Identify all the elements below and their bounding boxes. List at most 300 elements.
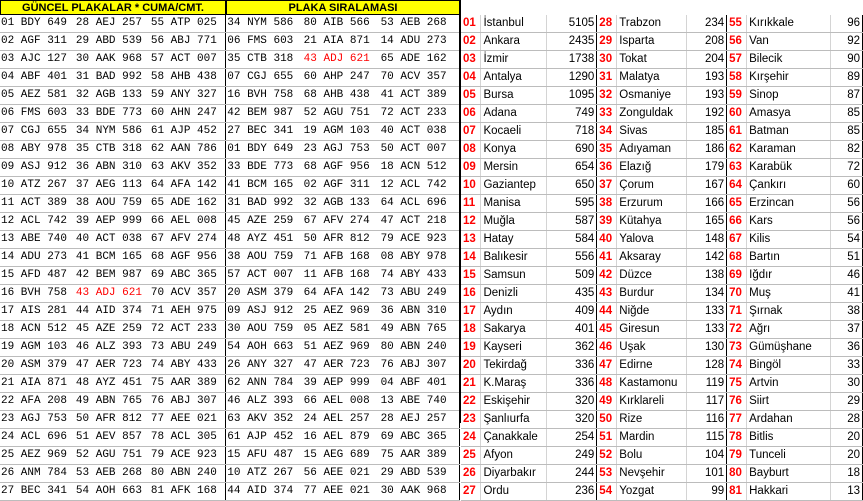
plate-count: 320 (547, 411, 597, 429)
plate-code: 76 (727, 393, 747, 411)
plate-code: 29 (597, 33, 617, 51)
plate-cell: 68 AGF 956 (303, 159, 380, 177)
ranking-row (461, 285, 863, 303)
plate-cell: 15 AFU 487 (226, 447, 303, 465)
plate-code: 54 (597, 483, 617, 501)
city-name: Isparta (617, 33, 687, 51)
plate-count: 1738 (547, 51, 597, 69)
plate-count: 5105 (547, 15, 597, 33)
plate-cell: 01 BDY 649 (226, 141, 303, 159)
ranking-row (461, 231, 863, 249)
plate-cell: 69 ABC 365 (380, 429, 460, 447)
plate-cell: 39 AEP 999 (75, 213, 150, 231)
plate-code: 55 (727, 15, 747, 33)
plate-cell: 75 AAR 389 (150, 375, 226, 393)
plate-ranking-panel (461, 0, 863, 497)
city-name: Gümüşhane (747, 339, 831, 357)
plate-code: 43 (597, 285, 617, 303)
plate-count: 46 (831, 267, 863, 285)
plate-cell: 15 AFD 487 (0, 267, 75, 285)
plate-cell: 33 BDE 773 (226, 159, 303, 177)
plate-count: 116 (687, 411, 727, 429)
plate-cell: 70 ACV 357 (380, 69, 460, 87)
plate-count: 185 (687, 123, 727, 141)
city-name: Ankara (481, 33, 547, 51)
plate-count: 101 (687, 465, 727, 483)
plate-cell: 23 AGJ 753 (303, 141, 380, 159)
plate-code: 63 (727, 159, 747, 177)
plate-count: 60 (831, 177, 863, 195)
plate-code: 20 (461, 357, 481, 375)
plate-cell: 74 ABY 433 (150, 357, 226, 375)
plate-code: 49 (597, 393, 617, 411)
plate-count: 119 (687, 375, 727, 393)
plate-row (0, 429, 460, 447)
plate-code: 02 (461, 33, 481, 51)
plate-cell: 28 AEJ 257 (380, 411, 460, 429)
plate-cell: 22 AFA 208 (0, 393, 75, 411)
city-name: Muğla (481, 213, 547, 231)
plate-cell: 52 AGU 751 (303, 105, 380, 123)
current-plates-grid (0, 15, 460, 501)
plate-cell: 07 CGJ 655 (226, 69, 303, 87)
plate-code: 37 (597, 177, 617, 195)
plate-count: 249 (547, 447, 597, 465)
plate-row (0, 105, 460, 123)
plate-count: 133 (687, 321, 727, 339)
plate-cell: 29 ABD 539 (380, 465, 460, 483)
plate-cell: 20 ASM 379 (226, 285, 303, 303)
plate-code: 18 (461, 321, 481, 339)
plate-code: 17 (461, 303, 481, 321)
ranking-row (461, 429, 863, 447)
plate-cell: 41 BCM 165 (75, 249, 150, 267)
plate-count: 54 (831, 231, 863, 249)
city-name: Sakarya (481, 321, 547, 339)
plate-count: 82 (831, 141, 863, 159)
plate-count: 29 (831, 393, 863, 411)
plate-count: 41 (831, 285, 863, 303)
plate-cell: 69 ABC 365 (150, 267, 226, 285)
plate-code: 52 (597, 447, 617, 465)
plate-cell: 79 ACE 923 (380, 231, 460, 249)
ranking-row (461, 123, 863, 141)
city-name: Tunceli (747, 447, 831, 465)
ranking-row (461, 177, 863, 195)
plate-code: 30 (597, 51, 617, 69)
plate-cell: 45 AZE 259 (226, 213, 303, 231)
plate-count: 336 (547, 357, 597, 375)
plate-count: 87 (831, 87, 863, 105)
plate-cell: 14 ADU 273 (0, 249, 75, 267)
current-plates-header: GÜNCEL PLAKALAR * CUMA/CMT. (0, 0, 226, 15)
plate-cell: 43 ADJ 621 (303, 51, 380, 69)
plate-code: 22 (461, 393, 481, 411)
plate-count: 167 (687, 177, 727, 195)
plate-cell: 13 ABE 740 (380, 393, 460, 411)
city-name: Yozgat (617, 483, 687, 501)
plate-cell: 77 AEE 021 (303, 483, 380, 501)
plate-cell: 63 AKV 352 (150, 159, 226, 177)
plate-code: 58 (727, 69, 747, 87)
plate-cell: 41 BCM 165 (226, 177, 303, 195)
city-name: Hakkari (747, 483, 831, 501)
plate-cell: 05 AEZ 581 (303, 321, 380, 339)
plate-cell: 31 BAD 992 (75, 69, 150, 87)
plate-cell: 42 BEM 987 (75, 267, 150, 285)
plate-count: 2435 (547, 33, 597, 51)
plate-cell: 51 AEZ 969 (303, 339, 380, 357)
plate-code: 16 (461, 285, 481, 303)
plate-count: 142 (687, 249, 727, 267)
plate-code: 69 (727, 267, 747, 285)
plate-row (0, 159, 460, 177)
city-name: Antalya (481, 69, 547, 87)
plate-row (0, 249, 460, 267)
plate-code: 77 (727, 411, 747, 429)
plate-code: 80 (727, 465, 747, 483)
plate-cell: 20 ASM 379 (0, 357, 75, 375)
city-name: Ordu (481, 483, 547, 501)
ranking-row (461, 159, 863, 177)
plate-cell: 68 AGF 956 (150, 249, 226, 267)
plate-row (0, 447, 460, 465)
plate-count: 104 (687, 447, 727, 465)
plate-row (0, 15, 460, 33)
plate-count: 115 (687, 429, 727, 447)
plate-cell: 26 ANY 327 (226, 357, 303, 375)
plate-cell: 12 ACL 742 (0, 213, 75, 231)
plate-cell: 29 ABD 539 (75, 33, 150, 51)
city-name: Gaziantep (481, 177, 547, 195)
plate-cell: 04 ABF 401 (0, 69, 75, 87)
plate-cell: 64 AFA 142 (303, 285, 380, 303)
plate-cell: 68 AHB 438 (303, 87, 380, 105)
plate-cell: 32 AGB 133 (75, 87, 150, 105)
plate-cell: 50 AFR 812 (303, 231, 380, 249)
plate-cell: 07 CGJ 655 (0, 123, 75, 141)
plate-cell: 53 AEB 268 (75, 465, 150, 483)
plate-code: 23 (461, 411, 481, 429)
city-name: Elazığ (617, 159, 687, 177)
plate-cell: 35 CTB 318 (75, 141, 150, 159)
plate-count: 179 (687, 159, 727, 177)
plate-count: 20 (831, 429, 863, 447)
city-name: Sivas (617, 123, 687, 141)
plate-count: 208 (687, 33, 727, 51)
plate-cell: 40 ACT 038 (75, 231, 150, 249)
plate-cell: 76 ABJ 307 (380, 357, 460, 375)
plate-cell: 80 AIB 566 (303, 15, 380, 33)
plate-count: 193 (687, 87, 727, 105)
city-name: K.Maraş (481, 375, 547, 393)
plate-code: 47 (597, 357, 617, 375)
plate-cell: 04 ABF 401 (380, 375, 460, 393)
plate-code: 15 (461, 267, 481, 285)
plate-code: 34 (597, 123, 617, 141)
plate-cell: 15 AEG 689 (303, 447, 380, 465)
plate-cell: 30 AAK 968 (75, 51, 150, 69)
plate-cell: 37 AEG 113 (75, 177, 150, 195)
city-name: İstanbul (481, 15, 547, 33)
city-name: Bilecik (747, 51, 831, 69)
plate-cell: 16 BVH 758 (0, 285, 75, 303)
city-name: Çankırı (747, 177, 831, 195)
plate-code: 44 (597, 303, 617, 321)
plate-cell: 64 ACL 696 (380, 195, 460, 213)
plate-count: 85 (831, 123, 863, 141)
plate-cell: 06 FMS 603 (226, 33, 303, 51)
plate-count: 186 (687, 141, 727, 159)
city-name: Malatya (617, 69, 687, 87)
plate-cell: 57 ACT 007 (226, 267, 303, 285)
plate-code: 78 (727, 429, 747, 447)
plate-count: 56 (831, 195, 863, 213)
city-name: Siirt (747, 393, 831, 411)
plate-count: 193 (687, 69, 727, 87)
city-name: Mardin (617, 429, 687, 447)
plate-count: 204 (687, 51, 727, 69)
plate-count: 409 (547, 303, 597, 321)
city-name: Van (747, 33, 831, 51)
plate-cell: 58 AHB 438 (150, 69, 226, 87)
plate-count: 236 (547, 483, 597, 501)
plate-count: 85 (831, 105, 863, 123)
plate-code: 79 (727, 447, 747, 465)
plate-count: 99 (687, 483, 727, 501)
ranking-row (461, 213, 863, 231)
plate-cell: 12 ACL 742 (380, 177, 460, 195)
plate-cell: 16 AEL 879 (303, 429, 380, 447)
plate-cell: 17 AIS 281 (0, 303, 75, 321)
city-name: Kırşehir (747, 69, 831, 87)
city-name: Tekirdağ (481, 357, 547, 375)
plate-cell: 26 ANM 784 (0, 465, 75, 483)
plate-count: 244 (547, 465, 597, 483)
plate-count: 401 (547, 321, 597, 339)
plate-cell: 56 ABJ 771 (150, 33, 226, 51)
ranking-row (461, 483, 863, 501)
plate-cell: 45 AZE 259 (75, 321, 150, 339)
plate-code: 25 (461, 447, 481, 465)
city-name: Sinop (747, 87, 831, 105)
plate-code: 26 (461, 465, 481, 483)
plate-count: 13 (831, 483, 863, 501)
plate-count: 654 (547, 159, 597, 177)
plate-code: 74 (727, 357, 747, 375)
plate-count: 128 (687, 357, 727, 375)
plate-code: 45 (597, 321, 617, 339)
plate-cell: 08 ABY 978 (0, 141, 75, 159)
plate-row (0, 393, 460, 411)
plate-cell: 03 AJC 127 (0, 51, 75, 69)
city-name: Amasya (747, 105, 831, 123)
city-name: Bingöl (747, 357, 831, 375)
plate-code: 41 (597, 249, 617, 267)
plate-cell: 32 AGB 133 (303, 195, 380, 213)
ranking-row (461, 195, 863, 213)
plate-cell: 73 ABU 249 (150, 339, 226, 357)
plate-code: 68 (727, 249, 747, 267)
city-name: Kırıkkale (747, 15, 831, 33)
plate-cell: 31 BAD 992 (226, 195, 303, 213)
plate-cell: 44 AID 374 (75, 303, 150, 321)
city-name: Kayseri (481, 339, 547, 357)
plate-code: 05 (461, 87, 481, 105)
plate-code: 62 (727, 141, 747, 159)
plate-cell: 24 AEL 257 (303, 411, 380, 429)
plate-cell: 50 ACT 007 (380, 141, 460, 159)
city-name: Bartın (747, 249, 831, 267)
ranking-row (461, 141, 863, 159)
plate-cell: 63 AKV 352 (226, 411, 303, 429)
plate-code: 24 (461, 429, 481, 447)
plate-cell: 74 ABY 433 (380, 267, 460, 285)
city-name: Ardahan (747, 411, 831, 429)
city-name: Bitlis (747, 429, 831, 447)
city-name: Konya (481, 141, 547, 159)
city-name: İzmir (481, 51, 547, 69)
plate-cell: 46 ALZ 393 (75, 339, 150, 357)
city-name: Nevşehir (617, 465, 687, 483)
plate-code: 81 (727, 483, 747, 501)
ranking-row (461, 51, 863, 69)
plate-count: 192 (687, 105, 727, 123)
city-name: Niğde (617, 303, 687, 321)
plate-cell: 19 AGM 103 (0, 339, 75, 357)
plate-code: 27 (461, 483, 481, 501)
plate-cell: 52 AGU 751 (75, 447, 150, 465)
plate-code: 01 (461, 15, 481, 33)
plate-cell: 66 AEL 008 (150, 213, 226, 231)
plate-row (0, 357, 460, 375)
plate-cell: 54 AOH 663 (226, 339, 303, 357)
plate-code: 09 (461, 159, 481, 177)
ranking-row (461, 249, 863, 267)
plate-count: 509 (547, 267, 597, 285)
plate-cell: 33 BDE 773 (75, 105, 150, 123)
plate-cell: 06 FMS 603 (0, 105, 75, 123)
plate-cell: 18 ACN 512 (380, 159, 460, 177)
plate-cell: 46 ALZ 393 (226, 393, 303, 411)
plate-cell: 09 ASJ 912 (0, 159, 75, 177)
plate-cell: 28 AEJ 257 (75, 15, 150, 33)
plate-cell: 39 AEP 999 (303, 375, 380, 393)
plate-code: 60 (727, 105, 747, 123)
plate-row (0, 51, 460, 69)
plate-cell: 47 AER 723 (303, 357, 380, 375)
ranking-row (461, 321, 863, 339)
plate-cell: 65 ADE 162 (380, 51, 460, 69)
plate-code: 04 (461, 69, 481, 87)
plate-cell: 11 ACT 389 (0, 195, 75, 213)
plate-count: 96 (831, 15, 863, 33)
plate-cell: 24 ACL 696 (0, 429, 75, 447)
city-name: Hatay (481, 231, 547, 249)
plate-count: 718 (547, 123, 597, 141)
plate-cell: 65 ADE 162 (150, 195, 226, 213)
plate-count: 38 (831, 303, 863, 321)
plate-cell: 27 BEC 341 (0, 483, 75, 501)
plate-cell: 51 AEV 857 (75, 429, 150, 447)
plate-cell: 80 ABN 240 (150, 465, 226, 483)
plate-cell: 48 AYZ 451 (75, 375, 150, 393)
plate-count: 148 (687, 231, 727, 249)
plate-code: 48 (597, 375, 617, 393)
plate-cell: 49 ABN 765 (75, 393, 150, 411)
plate-code: 21 (461, 375, 481, 393)
city-name: Adana (481, 105, 547, 123)
plate-cell: 21 AIA 871 (303, 33, 380, 51)
plate-cell: 72 ACT 233 (150, 321, 226, 339)
plate-cell: 47 ACT 218 (380, 213, 460, 231)
plate-count: 1290 (547, 69, 597, 87)
plate-count: 435 (547, 285, 597, 303)
plate-count: 587 (547, 213, 597, 231)
plate-row (0, 285, 460, 303)
city-name: Aydın (481, 303, 547, 321)
plate-cell: 01 BDY 649 (0, 15, 75, 33)
plate-cell: 34 NYM 586 (75, 123, 150, 141)
city-name: Tokat (617, 51, 687, 69)
ranking-row (461, 465, 863, 483)
city-name: Yalova (617, 231, 687, 249)
plate-count: 650 (547, 177, 597, 195)
plate-cell: 02 AGF 311 (0, 33, 75, 51)
city-name: Şırnak (747, 303, 831, 321)
plate-cell: 59 ANY 327 (150, 87, 226, 105)
plate-count: 1095 (547, 87, 597, 105)
plate-row (0, 465, 460, 483)
city-name: Iğdır (747, 267, 831, 285)
plate-code: 11 (461, 195, 481, 213)
plate-code: 31 (597, 69, 617, 87)
plate-count: 362 (547, 339, 597, 357)
plate-code: 64 (727, 177, 747, 195)
city-name: Karaman (747, 141, 831, 159)
plate-code: 12 (461, 213, 481, 231)
city-name: Afyon (481, 447, 547, 465)
city-name: Manisa (481, 195, 547, 213)
city-name: Ağrı (747, 321, 831, 339)
plate-row (0, 321, 460, 339)
plate-cell: 62 AAN 786 (150, 141, 226, 159)
plate-row (0, 339, 460, 357)
plate-cell: 14 ADU 273 (380, 33, 460, 51)
plate-cell: 47 AER 723 (75, 357, 150, 375)
city-name: Kastamonu (617, 375, 687, 393)
plate-code: 73 (727, 339, 747, 357)
plate-row (0, 177, 460, 195)
plate-code: 57 (727, 51, 747, 69)
plate-code: 07 (461, 123, 481, 141)
plate-cell: 71 AEH 975 (150, 303, 226, 321)
plate-cell: 81 AFK 168 (150, 483, 226, 501)
plate-row (0, 87, 460, 105)
plate-cell: 21 AIA 871 (0, 375, 75, 393)
plate-count: 56 (831, 213, 863, 231)
plate-code: 14 (461, 249, 481, 267)
ranking-row (461, 357, 863, 375)
plate-row (0, 195, 460, 213)
plate-cell: 56 AEE 021 (303, 465, 380, 483)
plate-count: 690 (547, 141, 597, 159)
plate-cell: 43 ADJ 621 (75, 285, 150, 303)
plate-cell: 05 AEZ 581 (0, 87, 75, 105)
plate-cell: 49 ABN 765 (380, 321, 460, 339)
plate-cell: 25 AEZ 969 (303, 303, 380, 321)
plate-count: 166 (687, 195, 727, 213)
